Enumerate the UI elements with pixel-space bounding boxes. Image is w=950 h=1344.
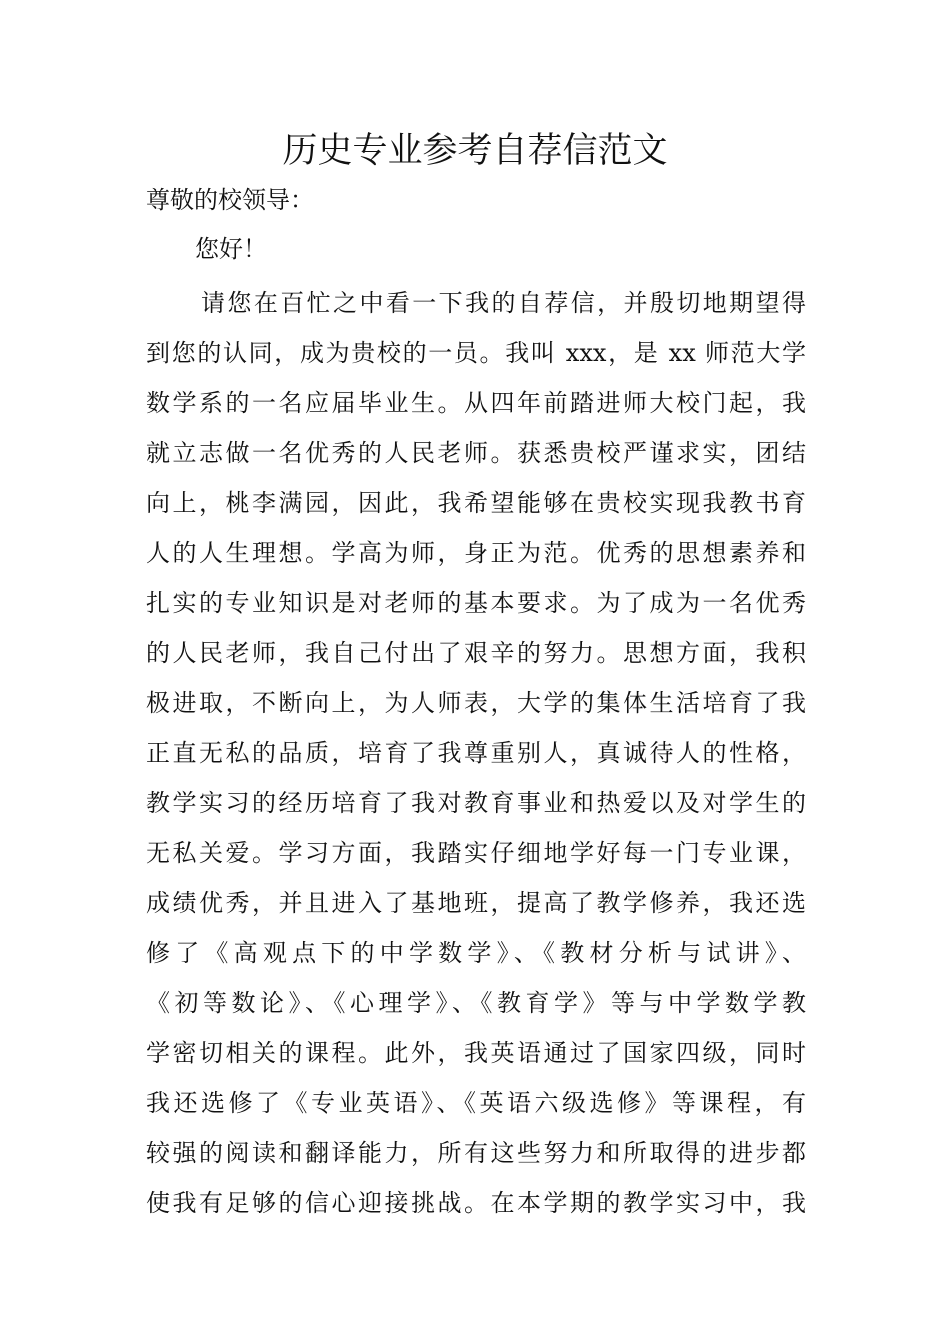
body-line: 数学系的一名应届毕业生。从四年前踏进师大校门起，我 [146,389,806,417]
body-line: 成绩优秀，并且进入了基地班，提高了教学修养，我还选 [146,889,806,917]
body-line: 向上，桃李满园，因此，我希望能够在贵校实现我教书育 [146,489,806,517]
body-line: 教学实习的经历培育了我对教育事业和热爱以及对学生的 [146,789,806,817]
body-line: 学密切相关的课程。此外，我英语通过了国家四级，同时 [146,1039,806,1067]
body-line: 正直无私的品质，培育了我尊重别人，真诚待人的性格， [146,739,806,767]
body-line: 使我有足够的信心迎接挑战。在本学期的教学实习中，我 [146,1189,806,1217]
body-line: 扎实的专业知识是对老师的基本要求。为了成为一名优秀 [146,589,806,617]
body-line: 就立志做一名优秀的人民老师。获悉贵校严谨求实，团结 [146,439,806,467]
body-line: 请您在百忙之中看一下我的自荐信，并殷切地期望得 [201,289,806,317]
salutation: 尊敬的校领导： [146,186,314,214]
body-line: 修了《高观点下的中学数学》、《教材分析与试讲》、 [146,939,806,967]
body-line: 我还选修了《专业英语》、《英语六级选修》等课程，有 [146,1089,806,1117]
body-line: 人的人生理想。学高为师，身正为范。优秀的思想素养和 [146,539,806,567]
body-line: 极进取，不断向上，为人师表，大学的集体生活培育了我 [146,689,806,717]
letter-body [146,278,806,1228]
body-line: 到您的认同，成为贵校的一员。我叫 xxx，是 xx 师范大学 [146,339,806,367]
greeting: 您好！ [195,235,267,263]
body-line: 的人民老师，我自己付出了艰辛的努力。思想方面，我积 [146,639,806,667]
body-line: 《初等数论》、《心理学》、《教育学》等与中学数学教 [146,989,806,1017]
document-title: 历史专业参考自荐信范文 [282,131,668,171]
body-line: 较强的阅读和翻译能力，所有这些努力和所取得的进步都 [146,1139,806,1167]
body-line: 无私关爱。学习方面，我踏实仔细地学好每一门专业课， [146,839,806,867]
